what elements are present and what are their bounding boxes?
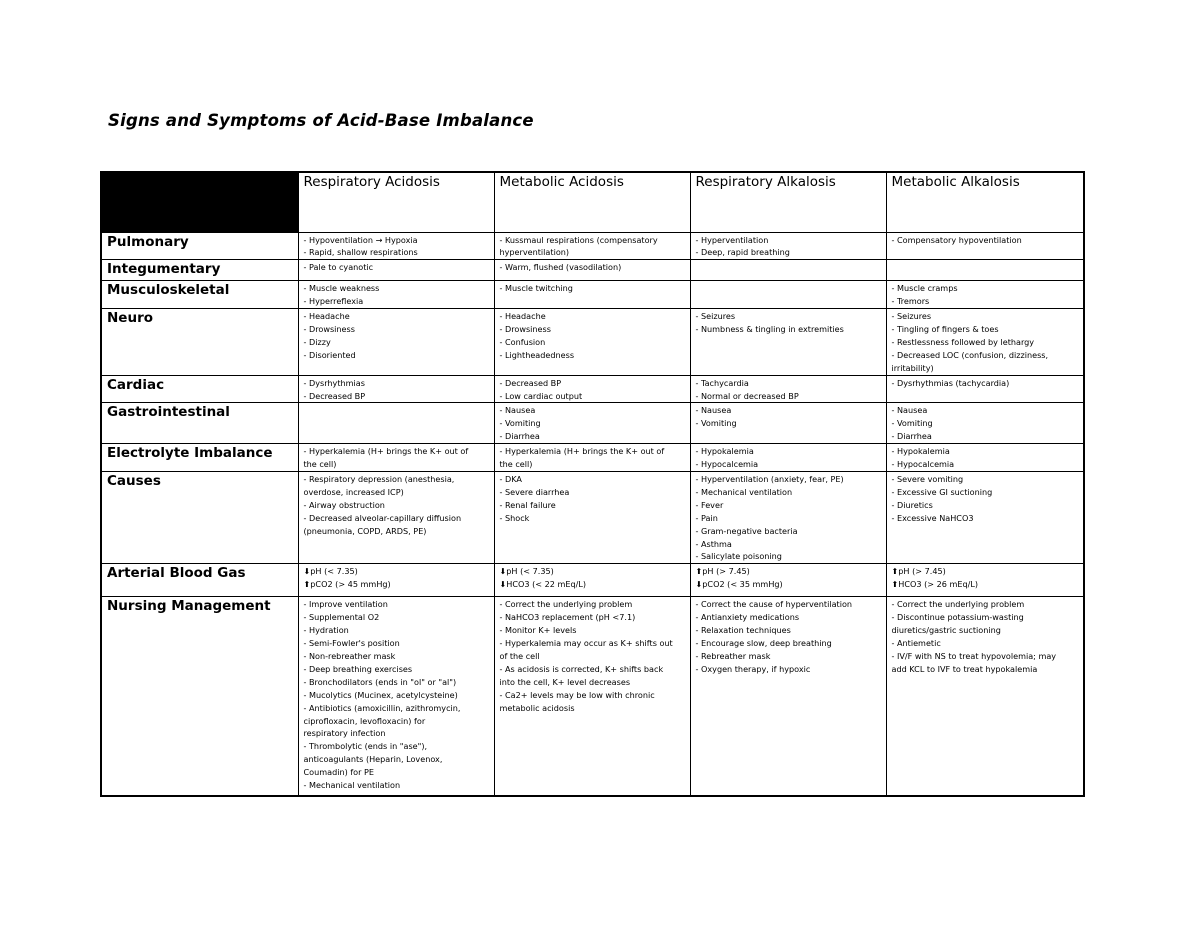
table-cell bbox=[886, 564, 1084, 597]
cell-line: - Diarrhea bbox=[499, 431, 540, 442]
cell-line: - Hydration bbox=[303, 625, 349, 636]
cell-line: - Excessive NaHCO3 bbox=[891, 512, 974, 523]
table-cell bbox=[494, 260, 690, 281]
row-header: Neuro bbox=[101, 309, 298, 376]
row-header: Nursing Management bbox=[101, 597, 298, 796]
cell-line: - Rapid, shallow respirations bbox=[303, 247, 418, 258]
cell-line: - Nausea bbox=[891, 405, 928, 416]
cell-line: - Disoriented bbox=[303, 349, 356, 360]
cell-line: - Hyperventilation (anxiety, fear, PE) bbox=[695, 474, 844, 484]
table-cell bbox=[690, 375, 886, 403]
table-cell bbox=[298, 232, 494, 260]
cell-line: - Seizures bbox=[695, 311, 736, 322]
document-title: Signs and Symptoms of Acid-Base Imbalance bbox=[108, 111, 534, 130]
table-row bbox=[101, 260, 1084, 281]
table-cell bbox=[886, 281, 1084, 309]
cell-line: - Hyperkalemia (H+ brings the K+ out of bbox=[499, 446, 665, 457]
table-cell bbox=[298, 375, 494, 403]
cell-line: overdose, increased ICP) bbox=[303, 486, 404, 497]
table-cell bbox=[886, 403, 1084, 444]
cell-line: - Thrombolytic (ends in "ase"), bbox=[303, 741, 428, 752]
cell-line: - Hypocalcemia bbox=[891, 459, 955, 470]
cell-line: - Correct the cause of hyperventilation bbox=[695, 599, 853, 610]
table-cell bbox=[690, 472, 886, 564]
cell-line: the cell) bbox=[499, 459, 533, 470]
table-row bbox=[101, 597, 1084, 796]
cell-line: - Antibiotics (amoxicillin, azithromycin, bbox=[303, 702, 461, 713]
cell-line: ⬇pH (< 7.35) bbox=[303, 566, 358, 577]
cell-line: - Muscle weakness bbox=[303, 283, 380, 294]
cell-line: - Excessive GI suctioning bbox=[891, 486, 993, 497]
table-cell bbox=[690, 597, 886, 796]
table-row bbox=[101, 375, 1084, 403]
table-cell bbox=[298, 260, 494, 281]
cell-line: - Respiratory depression (anesthesia, bbox=[303, 474, 455, 484]
cell-line: anticoagulants (Heparin, Lovenox, bbox=[303, 754, 443, 765]
cell-line: - Vomiting bbox=[695, 418, 737, 429]
table-cell bbox=[886, 232, 1084, 260]
cell-line: ⬆pH (> 7.45) bbox=[891, 566, 946, 577]
cell-line: hyperventilation) bbox=[499, 247, 570, 258]
cell-line: - Non-rebreather mask bbox=[303, 650, 396, 661]
row-header: Gastrointestinal bbox=[101, 403, 298, 444]
table-cell bbox=[494, 281, 690, 309]
table-cell bbox=[494, 309, 690, 376]
cell-line: - Drowsiness bbox=[303, 324, 355, 335]
cell-line: - Hypokalemia bbox=[695, 446, 754, 457]
table-cell bbox=[298, 281, 494, 309]
table-cell bbox=[690, 260, 886, 281]
cell-line: ⬇pCO2 (< 35 mmHg) bbox=[695, 579, 783, 590]
cell-line: - Deep, rapid breathing bbox=[695, 247, 790, 258]
cell-line: ⬆HCO3 (> 26 mEq/L) bbox=[891, 579, 979, 590]
cell-line: - Warm, flushed (vasodilation) bbox=[499, 262, 622, 273]
table-cell bbox=[494, 472, 690, 564]
cell-line: - Lightheadedness bbox=[499, 349, 575, 360]
table-row bbox=[101, 472, 1084, 564]
table-cell bbox=[298, 472, 494, 564]
cell-line: - As acidosis is corrected, K+ shifts back bbox=[499, 663, 664, 674]
cell-line: - Renal failure bbox=[499, 499, 556, 510]
cell-line: - Decreased BP bbox=[499, 377, 562, 388]
cell-line: add KCL to IVF to treat hypokalemia bbox=[891, 663, 1038, 674]
cell-line: - Hyperkalemia (H+ brings the K+ out of bbox=[303, 446, 469, 457]
cell-line: - Kussmaul respirations (compensatory bbox=[499, 234, 658, 245]
cell-line: - Correct the underlying problem bbox=[891, 599, 1025, 610]
row-header: Causes bbox=[101, 472, 298, 564]
cell-line: - Low cardiac output bbox=[499, 390, 583, 401]
cell-line: - Headache bbox=[499, 311, 546, 322]
cell-line: respiratory infection bbox=[303, 728, 386, 739]
cell-line: metabolic acidosis bbox=[499, 702, 575, 713]
cell-line: - Nausea bbox=[695, 405, 732, 416]
cell-line: - Semi-Fowler's position bbox=[303, 638, 400, 649]
cell-line: Coumadin) for PE bbox=[303, 767, 375, 778]
cell-line: - Hypokalemia bbox=[891, 446, 950, 457]
cell-line: - Seizures bbox=[891, 311, 932, 322]
row-header: Electrolyte Imbalance bbox=[101, 444, 298, 472]
row-header: Musculoskeletal bbox=[101, 281, 298, 309]
cell-line: - Airway obstruction bbox=[303, 499, 385, 510]
cell-line: - Relaxation techniques bbox=[695, 625, 791, 636]
cell-line: - Correct the underlying problem bbox=[499, 599, 633, 610]
table-cell bbox=[886, 444, 1084, 472]
cell-line: - Pain bbox=[695, 512, 718, 523]
cell-line: - Drowsiness bbox=[499, 324, 551, 335]
cell-line: diuretics/gastric suctioning bbox=[891, 625, 1001, 636]
cell-line: - Numbness & tingling in extremities bbox=[695, 324, 844, 335]
cell-line: - Oxygen therapy, if hypoxic bbox=[695, 663, 811, 674]
cell-line: (pneumonia, COPD, ARDS, PE) bbox=[303, 525, 427, 536]
cell-line: - Hyperventilation bbox=[695, 234, 769, 245]
table-cell bbox=[298, 309, 494, 376]
cell-line: ⬇pH (< 7.35) bbox=[499, 566, 554, 577]
cell-line: - Deep breathing exercises bbox=[303, 663, 413, 674]
cell-line: ciprofloxacin, levofloxacin) for bbox=[303, 715, 426, 726]
cell-line: - Mechanical ventilation bbox=[303, 780, 401, 791]
cell-line: - Muscle twitching bbox=[499, 283, 573, 294]
cell-line: - Diarrhea bbox=[891, 431, 932, 442]
table-cell bbox=[494, 232, 690, 260]
cell-line: - Mucolytics (Mucinex, acetylcysteine) bbox=[303, 689, 458, 700]
column-header-respiratory-alkalosis: Respiratory Alkalosis bbox=[690, 172, 886, 232]
cell-line: - DKA bbox=[499, 474, 522, 484]
column-header-metabolic-alkalosis: Metabolic Alkalosis bbox=[886, 172, 1084, 232]
table-cell bbox=[690, 564, 886, 597]
cell-line: - Gram-negative bacteria bbox=[695, 525, 798, 536]
cell-line: - Shock bbox=[499, 512, 530, 523]
cell-line: - Diuretics bbox=[891, 499, 933, 510]
cell-line: - NaHCO3 replacement (pH <7.1) bbox=[499, 612, 636, 623]
table-cell bbox=[690, 281, 886, 309]
cell-line: - Severe vomiting bbox=[891, 474, 964, 484]
cell-line: - Severe diarrhea bbox=[499, 486, 570, 497]
cell-line: - Normal or decreased BP bbox=[695, 390, 799, 401]
table-cell bbox=[690, 232, 886, 260]
cell-line: - Headache bbox=[303, 311, 350, 322]
cell-line: - Muscle cramps bbox=[891, 283, 958, 294]
cell-line: the cell) bbox=[303, 459, 337, 470]
cell-line: - Tingling of fingers & toes bbox=[891, 324, 999, 335]
table-cell bbox=[690, 444, 886, 472]
cell-line: - Decreased BP bbox=[303, 390, 366, 401]
cell-line: - Improve ventilation bbox=[303, 599, 388, 610]
cell-line: into the cell, K+ level decreases bbox=[499, 676, 631, 687]
cell-line: - Salicylate poisoning bbox=[695, 551, 782, 562]
row-header: Integumentary bbox=[101, 260, 298, 281]
cell-line: - Hypocalcemia bbox=[695, 459, 759, 470]
table-cell bbox=[690, 403, 886, 444]
cell-line: - Antiemetic bbox=[891, 638, 941, 649]
cell-line: - Antianxiety medications bbox=[695, 612, 800, 623]
cell-line: - Hyperkalemia may occur as K+ shifts out bbox=[499, 638, 673, 649]
cell-line: - Encourage slow, deep breathing bbox=[695, 638, 832, 649]
acid-base-table bbox=[100, 171, 1085, 797]
table-cell bbox=[298, 564, 494, 597]
cell-line: - Tremors bbox=[891, 296, 930, 307]
table-cell bbox=[494, 564, 690, 597]
cell-line: - Hyperreflexia bbox=[303, 296, 364, 307]
cell-line: ⬆pCO2 (> 45 mmHg) bbox=[303, 579, 391, 590]
table-cell bbox=[494, 403, 690, 444]
cell-line: - Decreased LOC (confusion, dizziness, bbox=[891, 349, 1049, 360]
cell-line: - IV/F with NS to treat hypovolemia; may bbox=[891, 650, 1057, 661]
cell-line: - Mechanical ventilation bbox=[695, 486, 793, 497]
table-cell bbox=[494, 375, 690, 403]
column-header-metabolic-acidosis: Metabolic Acidosis bbox=[494, 172, 690, 232]
cell-line: - Confusion bbox=[499, 336, 546, 347]
cell-line: - Ca2+ levels may be low with chronic bbox=[499, 689, 655, 700]
cell-line: - Dizzy bbox=[303, 336, 331, 347]
cell-line: - Compensatory hypoventilation bbox=[891, 234, 1022, 245]
table-cell bbox=[886, 597, 1084, 796]
cell-line: of the cell bbox=[499, 650, 540, 661]
table-row bbox=[101, 564, 1084, 597]
table-row bbox=[101, 403, 1084, 444]
cell-line: - Vomiting bbox=[891, 418, 933, 429]
corner-cell bbox=[101, 172, 298, 232]
column-header-respiratory-acidosis: Respiratory Acidosis bbox=[298, 172, 494, 232]
table-cell bbox=[886, 472, 1084, 564]
table-cell bbox=[494, 597, 690, 796]
header-row bbox=[101, 172, 1084, 232]
cell-line: - Asthma bbox=[695, 538, 732, 549]
table-cell bbox=[886, 309, 1084, 376]
cell-line: - Bronchodilators (ends in "ol" or "al") bbox=[303, 676, 457, 687]
row-header: Cardiac bbox=[101, 375, 298, 403]
cell-line: - Dysrhythmias bbox=[303, 377, 365, 388]
cell-line: - Decreased alveolar-capillary diffusion bbox=[303, 512, 462, 523]
table-row bbox=[101, 281, 1084, 309]
table-cell bbox=[298, 444, 494, 472]
cell-line: - Vomiting bbox=[499, 418, 541, 429]
cell-line: - Fever bbox=[695, 499, 724, 510]
table-row bbox=[101, 309, 1084, 376]
table-row bbox=[101, 232, 1084, 260]
table-cell bbox=[886, 260, 1084, 281]
table-cell bbox=[298, 597, 494, 796]
cell-line: - Hypoventilation → Hypoxia bbox=[303, 234, 418, 245]
table-cell bbox=[494, 444, 690, 472]
cell-line: - Pale to cyanotic bbox=[303, 262, 374, 273]
cell-line: ⬆pH (> 7.45) bbox=[695, 566, 750, 577]
cell-line: - Restlessness followed by lethargy bbox=[891, 336, 1035, 347]
table-row bbox=[101, 444, 1084, 472]
cell-line: - Rebreather mask bbox=[695, 650, 771, 661]
cell-line: irritability) bbox=[891, 362, 934, 373]
row-header: Arterial Blood Gas bbox=[101, 564, 298, 597]
cell-line: - Nausea bbox=[499, 405, 536, 416]
cell-line: - Monitor K+ levels bbox=[499, 625, 577, 636]
cell-line: - Discontinue potassium-wasting bbox=[891, 612, 1024, 623]
cell-line: - Dysrhythmias (tachycardia) bbox=[891, 377, 1010, 388]
row-header: Pulmonary bbox=[101, 232, 298, 260]
table-cell bbox=[298, 403, 494, 444]
cell-line: - Supplemental O2 bbox=[303, 612, 380, 623]
cell-line: - Tachycardia bbox=[695, 377, 749, 388]
cell-line: ⬇HCO3 (< 22 mEq/L) bbox=[499, 579, 587, 590]
table-cell bbox=[886, 375, 1084, 403]
table-cell bbox=[690, 309, 886, 376]
